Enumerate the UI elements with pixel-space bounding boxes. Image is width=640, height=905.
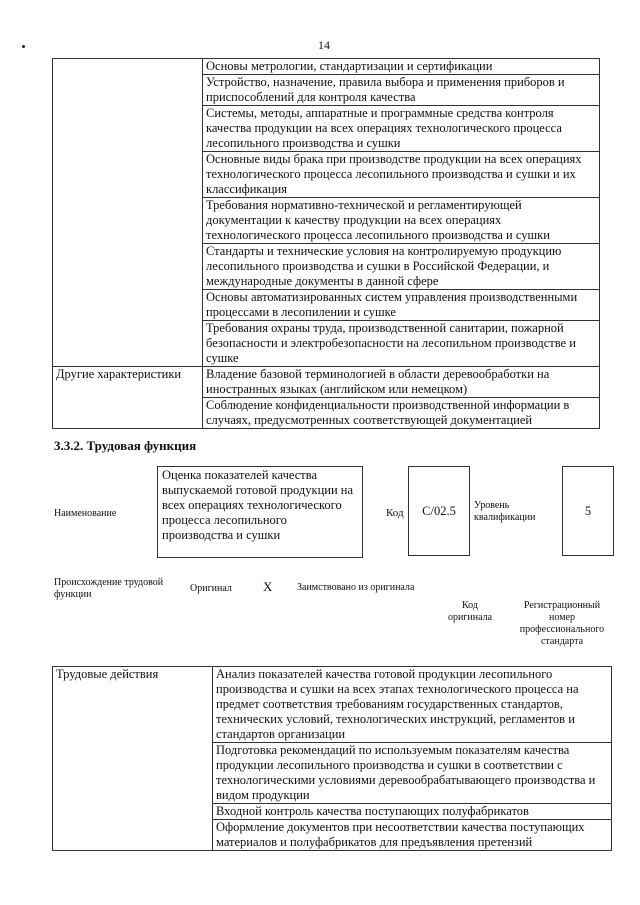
- row-text: Подготовка рекомендаций по используемым показателям качества продукции лесопильного производства и сушки в соответствии с технологическими условиями деревообрабатывающего производства и видом продукции: [213, 743, 612, 804]
- row-text: Владение базовой терминологией в области деревообработки на иностранных языках (английском или немецком): [203, 367, 600, 398]
- original-mark: X: [263, 579, 273, 594]
- row-text: Системы, методы, аппаратные и программные средства контроля качества продукции на всех операциях технологического процесса лесопильного производства и сушки: [203, 106, 600, 152]
- row-text: Требования охраны труда, производственной санитарии, пожарной безопасности и электробезопасности на лесопильном производстве и сушке: [203, 321, 600, 367]
- row-text: Входной контроль качества поступающих полуфабрикатов: [213, 804, 612, 820]
- row-text: Оформление документов при несоответствии качества поступающих материалов и полуфабрикатов для предъявления претензий: [213, 820, 612, 851]
- row-label-other: Другие характеристики: [53, 367, 203, 429]
- row-text: Требования нормативно-технической и регламентирующей документации к качеству продукции на всех операциях технологического процесса лесопильного производства и сушки: [203, 198, 600, 244]
- row-text: Основы автоматизированных систем управления производственными процессами в лесопилении и сушке: [203, 290, 600, 321]
- row-text: Основные виды брака при производстве продукции на всех операциях технологического процесса лесопильного производства и сушки и их классификация: [203, 152, 600, 198]
- row-label-actions: Трудовые действия: [53, 667, 213, 851]
- function-name-box: Оценка показателей качества выпускаемой готовой продукции на всех операциях технологического процесса лесопильного производства и сушки: [157, 466, 363, 558]
- section-heading: 3.3.2. Трудовая функция: [54, 438, 197, 453]
- origin-label: Происхождение трудовой функции: [54, 577, 164, 600]
- row-label: [53, 59, 203, 367]
- borrowed-label: Заимствовано из оригинала: [297, 582, 415, 593]
- row-text: Устройство, назначение, правила выбора и применения приборов и приспособлений для контроля качества: [203, 75, 600, 106]
- row-text: Анализ показателей качества готовой продукции лесопильного производства и сушки на всех этапах технологического процесса на предмет соответствия требованиям государственных стандартов, технических условий, технологических инструкций, регламентов и стандартов организации: [213, 667, 612, 743]
- page-number: 14: [318, 38, 330, 52]
- table-row: [53, 59, 600, 75]
- code-label: Код: [386, 507, 404, 519]
- scan-dot: [22, 45, 25, 48]
- table-row: [53, 367, 600, 398]
- row-text: Стандарты и технические условия на контролируемую продукцию лесопильного производства и сушки в Российской Федерации, и международные документы в данной сфере: [203, 244, 600, 290]
- original-label: Оригинал: [190, 583, 232, 594]
- knowledge-table: [52, 58, 600, 429]
- labor-actions-table: [52, 666, 612, 851]
- row-text: Соблюдение конфиденциальности производственной информации в случаях, предусмотренных соответствующей документацией: [203, 398, 600, 429]
- level-value-box: 5: [562, 466, 614, 556]
- row-text: Основы метрологии, стандартизации и сертификации: [203, 59, 600, 75]
- code-value-box: C/02.5: [408, 466, 470, 556]
- table-row: [53, 667, 612, 743]
- code-original-label: Код оригинала: [447, 600, 493, 623]
- level-label: Уровень квалификации: [474, 500, 536, 523]
- name-label: Наименование: [54, 508, 117, 519]
- reg-number-label: Регистрационный номер профессионального стандарта: [519, 600, 605, 647]
